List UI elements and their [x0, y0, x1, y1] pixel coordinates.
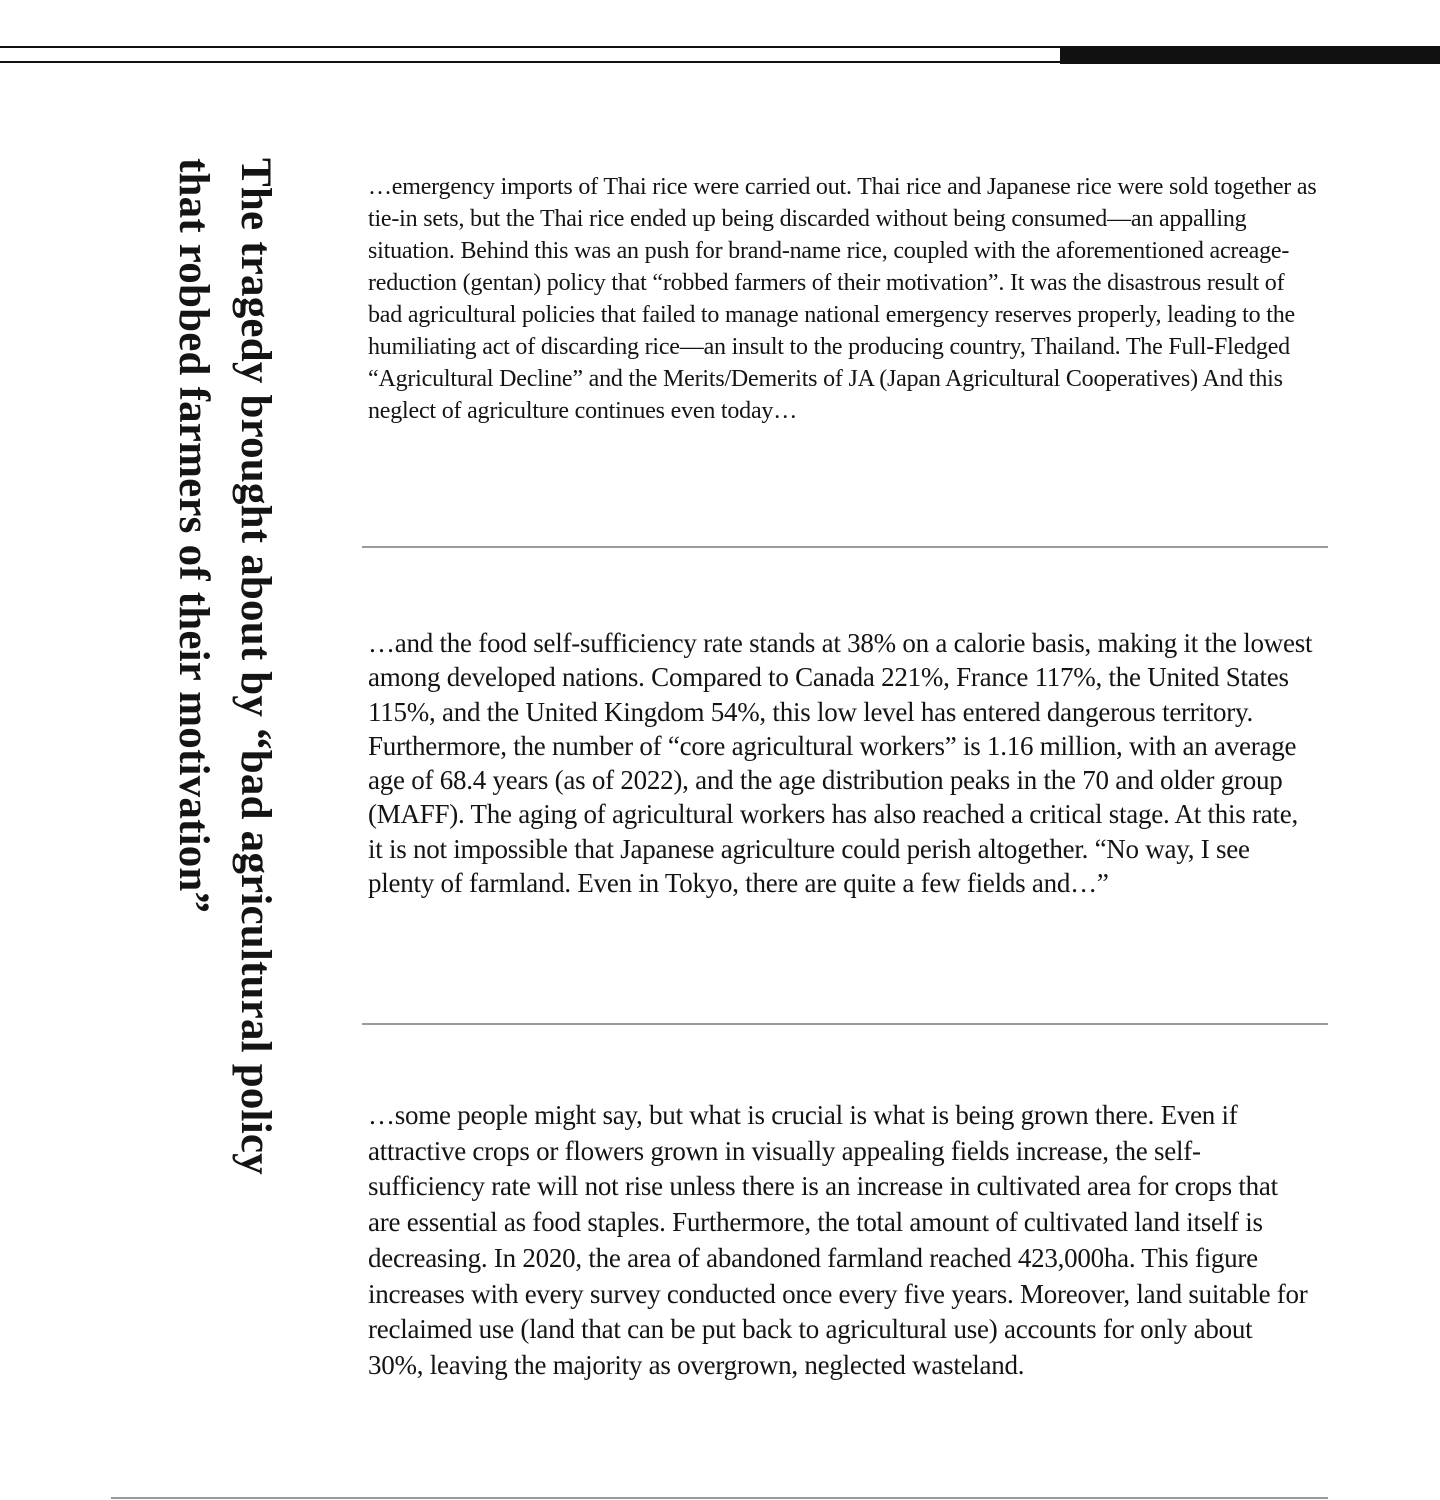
paragraph-farmland: …some people might say, but what is crucial is what is being grown there. Even if attractive crops or flowers grown in visually appealing fields increase, the self-sufficiency rate will not rise unless there is an increase in cultivated area for crops that are essential as food staples. Furthermore, the total amount of cultivated land itself is decreasing. In 2020, the area of abandoned farmland reached 423,000ha. This figure increases with every survey conducted once every five years. Moreover, land suitable for reclaimed use (land that can be put back to agricultural use) accounts for only about 30%, leaving the majority as overgrown, neglected wasteland.: [368, 1100, 1308, 1380]
section-divider: [362, 1023, 1328, 1025]
top-rule-lower: [0, 61, 1062, 63]
vertical-heading: [169, 158, 286, 1418]
heading-line-1: The tragedy brought about by “bad agricultural policy: [231, 158, 279, 1175]
heading-line-2: that robbed farmers of their motivation”: [169, 158, 217, 914]
section-divider: [362, 546, 1328, 548]
bottom-divider: [111, 1497, 1328, 1499]
paragraph-thai-rice: …emergency imports of Thai rice were carried out. Thai rice and Japanese rice were sold together as tie-in sets, but the Thai rice ended up being discarded without being consumed—an appalling situation. Behind this was an push for brand-name rice, coupled with the aforementioned acreage-reduction (gentan) policy that “robbed farmers of their motivation”. It was the disastrous result of bad agricultural policies that failed to manage national emergency reserves properly, leading to the humiliating act of discarding rice—an insult to the producing country, Thailand. The Full-Fledged “Agricultural Decline” and the Merits/Demerits of JA (Japan Agricultural Cooperatives) And this neglect of agriculture continues even today…: [368, 174, 1317, 424]
top-rule-thick-bar: [1060, 46, 1440, 64]
paragraph-self-sufficiency: …and the food self-sufficiency rate stands at 38% on a calorie basis, making it the lowest among developed nations. Compared to Canada 221%, France 117%, the United States 115%, and the United Kingdom 54%, this low level has entered dangerous territory. Furthermore, the number of “core agricultural workers” is 1.16 million, with an average age of 68.4 years (as of 2022), and the age distribution peaks in the 70 and older group (MAFF). The aging of agricultural workers has also reached a critical stage. At this rate, it is not impossible that Japanese agriculture could perish altogether. “No way, I see plenty of farmland. Even in Tokyo, there are quite a few fields and…”: [368, 628, 1313, 899]
